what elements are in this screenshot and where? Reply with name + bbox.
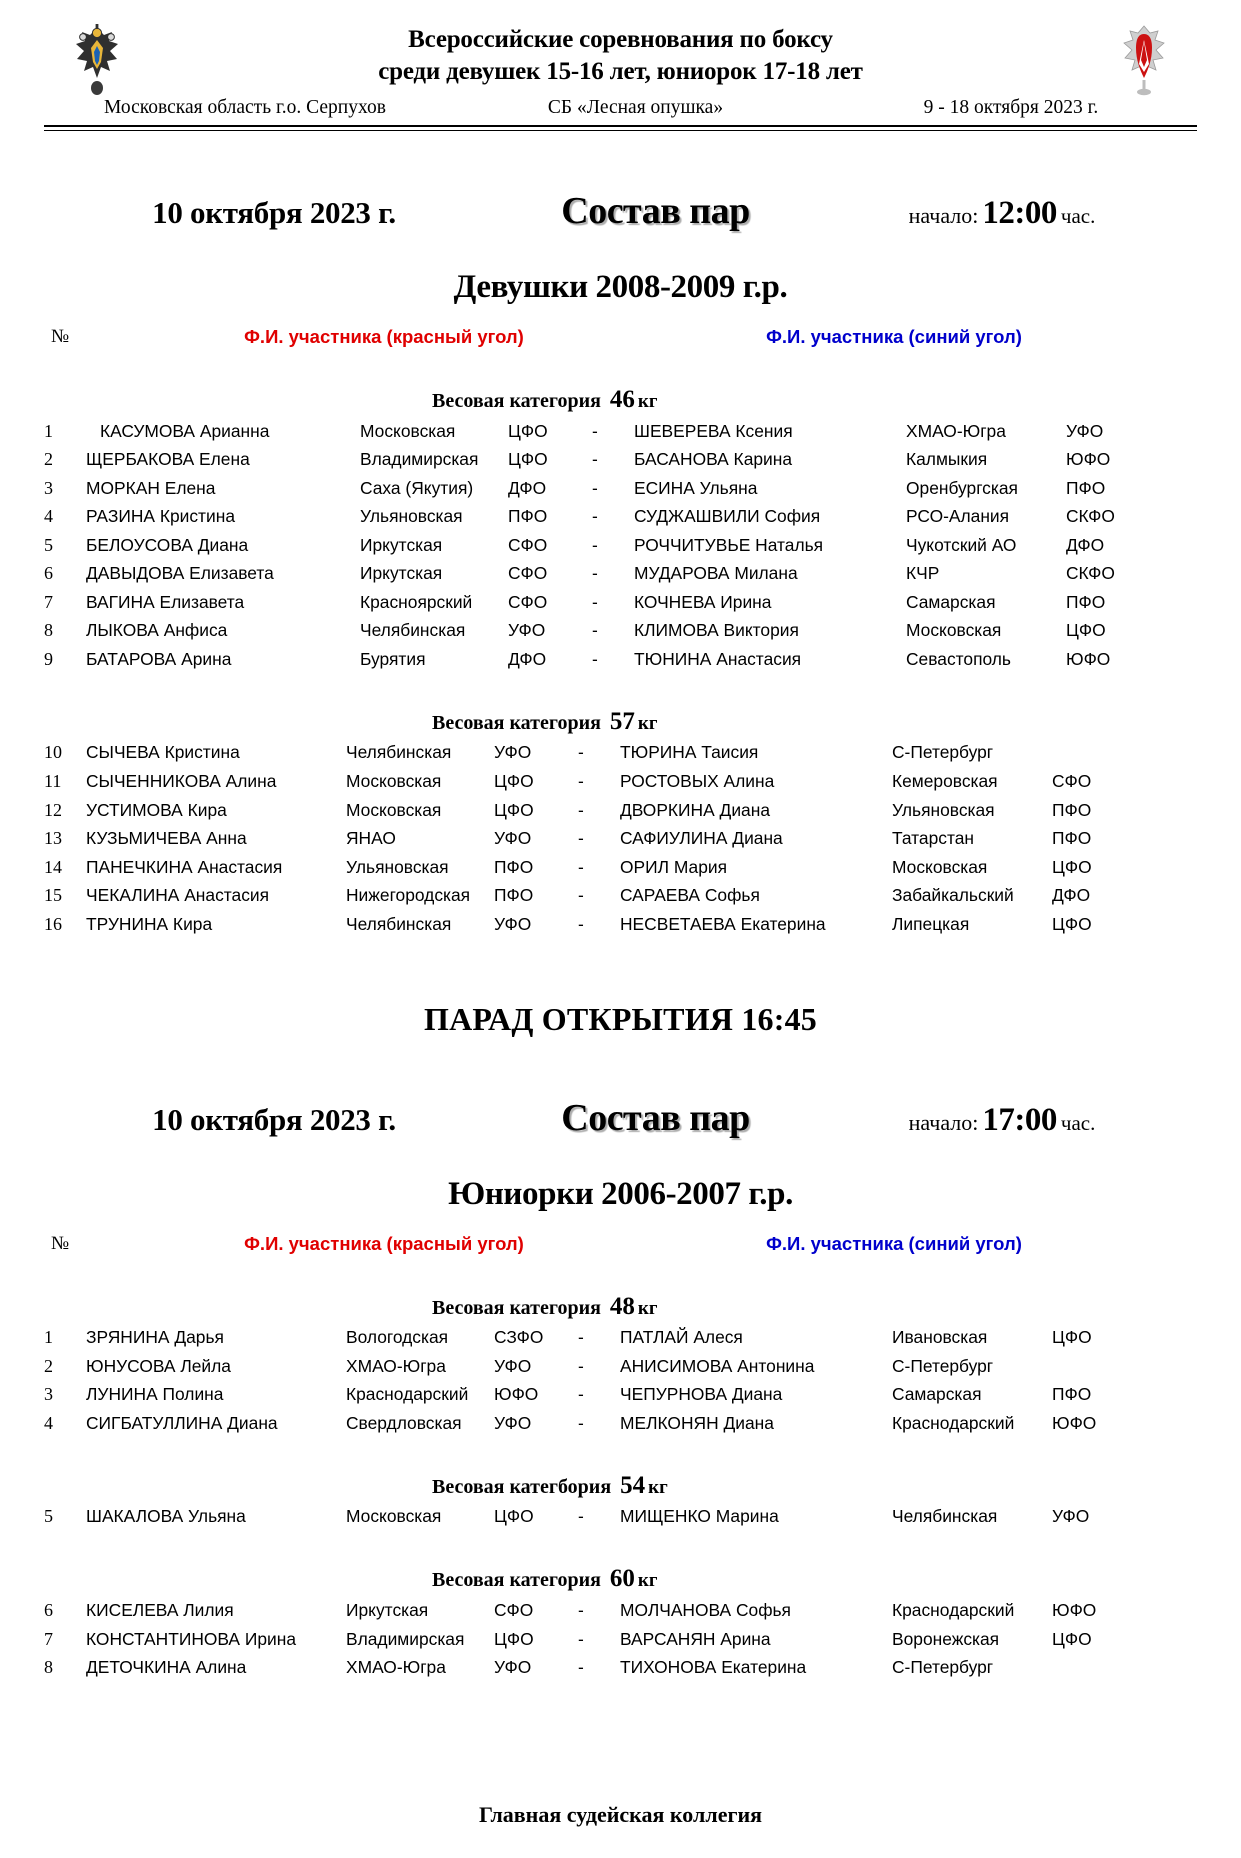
weight-class-label-54: Весовая категбория: [432, 1475, 612, 1498]
red-boxer-district: ПФО: [494, 885, 534, 906]
blue-boxer-district: ЮФО: [1052, 1599, 1097, 1620]
table-row: [44, 910, 1197, 939]
table-row: [44, 1324, 1197, 1353]
bout-separator: -: [578, 828, 584, 849]
session-2-age-group: Юниорки 2006-2007 г.р.: [448, 1175, 793, 1212]
session-2-start-label: начало:: [908, 1109, 979, 1135]
red-boxer-district: ЦФО: [494, 1506, 534, 1527]
session-1-column-headers: [44, 326, 1197, 352]
blue-boxer-name: ЕСИНА Ульяна: [634, 477, 758, 498]
bout-separator: -: [578, 1628, 584, 1649]
blue-boxer-name: РОСТОВЫХ Алина: [620, 770, 775, 791]
weight-class-label-48: Весовая категория: [432, 1296, 601, 1319]
red-boxer-district: ДФО: [508, 477, 547, 498]
blue-boxer-region: С-Петербург: [892, 1355, 994, 1376]
red-boxer-region: Челябинская: [346, 913, 452, 934]
weight-class-value-60: 60: [609, 1565, 635, 1593]
red-boxer-region: ХМАО-Югра: [346, 1657, 446, 1678]
red-boxer-region: Бурятия: [360, 648, 426, 669]
blue-boxer-name: НЕСВЕТАЕВА Екатерина: [620, 913, 826, 934]
opening-parade-heading: ПАРАД ОТКРЫТИЯ 16:45: [424, 1000, 817, 1037]
blue-boxer-district: ЦФО: [1066, 620, 1106, 641]
bout-separator: -: [578, 1327, 584, 1348]
blue-boxer-district: [1052, 1352, 1197, 1381]
bout-separator: -: [578, 1412, 584, 1433]
session-2-title: Состав пар: [561, 1096, 750, 1139]
bout-separator: -: [578, 885, 584, 906]
blue-boxer-district: СФО: [1052, 770, 1092, 791]
blue-boxer-name: ОРИЛ Мария: [620, 856, 728, 877]
table-row: [44, 446, 1197, 475]
red-boxer-name: ЗРЯНИНА Дарья: [86, 1327, 224, 1348]
header-meta-row: [44, 97, 1197, 119]
bout-number: 16: [44, 913, 62, 934]
column-header-red-corner: Ф.И. участника (красный угол): [244, 326, 524, 347]
red-boxer-region: Краснодарский: [346, 1384, 469, 1405]
blue-boxer-district: УФО: [1066, 420, 1104, 441]
bout-number: 4: [44, 1412, 53, 1433]
blue-boxer-name: БАСАНОВА Карина: [634, 449, 793, 470]
red-boxer-name: КОНСТАНТИНОВА Ирина: [86, 1628, 297, 1649]
bout-number: 6: [44, 1599, 53, 1620]
red-boxer-region: ХМАО-Югра: [346, 1355, 446, 1376]
red-boxer-region: Красноярский: [360, 591, 473, 612]
red-boxer-name: ТРУНИНА Кира: [86, 913, 213, 934]
session-2-start-suffix: час.: [1060, 1110, 1096, 1135]
blue-boxer-region: С-Петербург: [892, 1657, 994, 1678]
red-boxer-district: ЦФО: [508, 449, 548, 470]
red-boxer-district: ЦФО: [508, 420, 548, 441]
red-boxer-name: ДАВЫДОВА Елизавета: [86, 563, 274, 584]
competition-venue: СБ «Лесная опушка»: [547, 97, 724, 118]
bout-number: 6: [44, 563, 53, 584]
bout-number: 15: [44, 885, 62, 906]
blue-boxer-region: Ульяновская: [892, 799, 995, 820]
red-boxer-district: ПФО: [508, 506, 548, 527]
bout-number: 2: [44, 449, 53, 470]
red-boxer-district: УФО: [494, 1412, 532, 1433]
weight-class-heading-60: [44, 1565, 1197, 1593]
weight-class-heading-48: [44, 1293, 1197, 1321]
bout-number: 1: [44, 420, 53, 441]
bout-separator: -: [592, 648, 598, 669]
blue-boxer-district: ЦФО: [1052, 1628, 1092, 1649]
blue-boxer-region: Ивановская: [892, 1327, 988, 1348]
table-row: [44, 1381, 1197, 1410]
red-boxer-name: КИСЕЛЕВА Лилия: [86, 1599, 234, 1620]
blue-boxer-region: Татарстан: [892, 828, 974, 849]
blue-boxer-region: Севастополь: [906, 648, 1011, 669]
column-header-number: №: [51, 1232, 70, 1254]
blue-boxer-name: САРАЕВА Софья: [620, 885, 760, 906]
competition-title: [44, 24, 1197, 88]
blue-boxer-district: ПФО: [1052, 799, 1092, 820]
table-row: [44, 503, 1197, 532]
blue-boxer-name: МОЛЧАНОВА Софья: [620, 1599, 791, 1620]
red-boxer-name: ВАГИНА Елизавета: [86, 591, 245, 612]
bout-separator: -: [592, 420, 598, 441]
red-boxer-district: УФО: [494, 742, 532, 763]
session-2-start-time: [837, 1102, 1167, 1139]
blue-boxer-region: Челябинская: [892, 1506, 998, 1527]
red-boxer-district: ЦФО: [494, 1628, 534, 1649]
table-row: [44, 560, 1197, 589]
weight-class-unit-54: кг: [648, 1476, 668, 1498]
blue-boxer-district: ЦФО: [1052, 856, 1092, 877]
table-row: [44, 1352, 1197, 1381]
red-boxer-name: ЛЫКОВА Анфиса: [86, 620, 228, 641]
table-row: [44, 853, 1197, 882]
red-boxer-region: Свердловская: [346, 1412, 462, 1433]
red-boxer-district: УФО: [494, 1657, 532, 1678]
blue-boxer-region: Калмыкия: [906, 449, 988, 470]
bout-number: 4: [44, 506, 53, 527]
blue-boxer-region: Кемеровская: [892, 770, 998, 791]
table-row: [44, 882, 1197, 911]
bout-separator: -: [578, 856, 584, 877]
blue-boxer-name: СУДЖАШВИЛИ София: [634, 506, 821, 527]
weight-class-value-48: 48: [609, 1292, 635, 1320]
table-row: [44, 767, 1197, 796]
table-row: [44, 531, 1197, 560]
session-1-title: Состав пар: [561, 190, 750, 232]
red-boxer-name: СИГБАТУЛЛИНА Диана: [86, 1412, 278, 1433]
session-1-start-suffix: час.: [1060, 204, 1096, 228]
blue-boxer-name: РОЧЧИТУВЬЕ Наталья: [634, 534, 824, 555]
bout-number: 7: [44, 1628, 53, 1649]
blue-boxer-region: Краснодарский: [892, 1599, 1015, 1620]
blue-boxer-region: Самарская: [892, 1384, 982, 1405]
weight-class-label-46: Весовая категория: [432, 390, 601, 412]
red-boxer-region: Саха (Якутия): [360, 477, 474, 498]
blue-boxer-name: ШЕВЕРЕВА Ксения: [634, 420, 793, 441]
red-boxer-name: ЮНУСОВА Лейла: [86, 1355, 231, 1376]
red-boxer-name: БЕЛОУСОВА Диана: [86, 534, 249, 555]
red-boxer-district: ЮФО: [494, 1384, 539, 1405]
bout-number: 3: [44, 1384, 53, 1405]
bout-number: 10: [44, 742, 62, 763]
blue-boxer-name: КЛИМОВА Виктория: [634, 620, 799, 641]
bout-separator: -: [578, 770, 584, 791]
blue-boxer-region: ХМАО-Югра: [906, 420, 1006, 441]
red-boxer-region: Иркутская: [346, 1599, 429, 1620]
red-boxer-name: КУЗЬМИЧЕВА Анна: [86, 828, 247, 849]
session-2-column-headers: [44, 1233, 1197, 1259]
weight-class-label-60: Весовая категория: [432, 1569, 601, 1592]
weight-class-unit-48: кг: [637, 1297, 658, 1319]
red-boxer-name: ЛУНИНА Полина: [86, 1384, 224, 1405]
red-boxer-region: Владимирская: [360, 449, 479, 470]
blue-boxer-district: ЮФО: [1052, 1412, 1097, 1433]
weight-class-heading-57: [44, 708, 1197, 736]
session-1-start-time: [837, 195, 1167, 232]
blue-boxer-region: Московская: [892, 856, 988, 877]
red-boxer-district: УФО: [494, 828, 532, 849]
red-boxer-region: Иркутская: [360, 563, 443, 584]
table-row: [44, 1625, 1197, 1654]
bout-separator: -: [578, 1355, 584, 1376]
bout-table-60: [44, 1596, 1197, 1682]
bout-separator: -: [592, 506, 598, 527]
competition-dates: 9 - 18 октября 2023 г.: [923, 97, 1099, 118]
blue-boxer-name: МИЩЕНКО Марина: [620, 1506, 779, 1527]
bout-separator: -: [578, 1599, 584, 1620]
red-boxer-region: Иркутская: [360, 534, 443, 555]
blue-boxer-district: ПФО: [1066, 477, 1106, 498]
bout-separator: -: [578, 1657, 584, 1678]
weight-class-unit-60: кг: [637, 1570, 658, 1592]
blue-boxer-region: С-Петербург: [892, 742, 994, 763]
red-boxer-name: ЩЕРБАКОВА Елена: [86, 449, 250, 470]
red-boxer-name: ДЕТОЧКИНА Алина: [86, 1657, 247, 1678]
blue-boxer-name: ВАРСАНЯН Арина: [620, 1628, 771, 1649]
blue-boxer-region: Краснодарский: [892, 1412, 1015, 1433]
weight-class-heading-46: [44, 386, 1197, 414]
red-boxer-region: Ульяновская: [346, 856, 449, 877]
blue-boxer-name: МУДАРОВА Милана: [634, 563, 798, 584]
table-row: [44, 1503, 1197, 1532]
red-boxer-region: Московская: [346, 799, 442, 820]
bout-separator: -: [578, 1506, 584, 1527]
red-boxer-region: Нижегородская: [346, 885, 471, 906]
bout-number: 9: [44, 648, 53, 669]
bout-number: 3: [44, 477, 53, 498]
bout-number: 8: [44, 1657, 53, 1678]
weight-class-value-57: 57: [609, 707, 635, 735]
signature-block: Главная судейская коллегия: [478, 1802, 763, 1828]
red-boxer-name: СЫЧЕННИКОВА Алина: [86, 770, 277, 791]
bout-table-46: [44, 417, 1197, 674]
blue-boxer-district: ПФО: [1066, 591, 1106, 612]
blue-boxer-name: ДВОРКИНА Диана: [620, 799, 770, 820]
red-boxer-name: БАТАРОВА Арина: [86, 648, 232, 669]
column-header-red-corner: Ф.И. участника (красный угол): [244, 1232, 524, 1254]
red-boxer-name: МОРКАН Елена: [86, 477, 216, 498]
bout-table-48: [44, 1324, 1197, 1438]
blue-boxer-district: ЮФО: [1066, 449, 1111, 470]
red-boxer-district: ЦФО: [494, 770, 534, 791]
bout-separator: -: [578, 742, 584, 763]
blue-boxer-district: ЦФО: [1052, 1327, 1092, 1348]
red-boxer-district: СФО: [494, 1599, 534, 1620]
bout-number: 12: [44, 799, 62, 820]
red-boxer-name: КАСУМОВА Арианна: [100, 420, 270, 441]
table-row: [44, 1409, 1197, 1438]
blue-boxer-district: ЦФО: [1052, 913, 1092, 934]
column-header-blue-corner: Ф.И. участника (синий угол): [766, 326, 1022, 347]
bout-number: 8: [44, 620, 53, 641]
document-header: [44, 0, 1197, 131]
table-row: [44, 1654, 1197, 1683]
red-boxer-region: Московская: [346, 770, 442, 791]
blue-boxer-district: [1052, 739, 1197, 768]
session-1-age-group: Девушки 2008-2009 г.р.: [453, 269, 788, 305]
blue-boxer-region: Московская: [906, 620, 1002, 641]
red-boxer-district: ДФО: [508, 648, 547, 669]
bout-separator: -: [578, 799, 584, 820]
session-2-header: [44, 1096, 1197, 1140]
blue-boxer-region: Липецкая: [892, 913, 970, 934]
blue-boxer-name: ПАТЛАЙ Алеся: [620, 1327, 743, 1348]
red-boxer-district: УФО: [494, 1355, 532, 1376]
red-boxer-region: Московская: [346, 1506, 442, 1527]
session-2-date: 10 октября 2023 г.: [152, 1101, 396, 1137]
bout-separator: -: [592, 591, 598, 612]
red-boxer-region: Владимирская: [346, 1628, 465, 1649]
red-boxer-name: ПАНЕЧКИНА Анастасия: [86, 856, 283, 877]
blue-boxer-district: ДФО: [1052, 885, 1091, 906]
bout-number: 2: [44, 1355, 53, 1376]
blue-boxer-district: [1052, 1654, 1197, 1683]
session-2-start-value: 17:00: [982, 1101, 1057, 1138]
red-boxer-region: Московская: [360, 420, 456, 441]
red-boxer-name: СЫЧЕВА Кристина: [86, 742, 240, 763]
header-divider: [44, 125, 1197, 131]
red-boxer-region: Вологодская: [346, 1327, 449, 1348]
blue-boxer-name: ТЮНИНА Анастасия: [634, 648, 802, 669]
blue-boxer-region: Самарская: [906, 591, 996, 612]
column-header-blue-corner: Ф.И. участника (синий угол): [766, 1232, 1022, 1254]
blue-boxer-district: ПФО: [1052, 1384, 1092, 1405]
red-boxer-district: УФО: [494, 913, 532, 934]
red-boxer-region: Челябинская: [346, 742, 452, 763]
table-row: [44, 739, 1197, 768]
blue-boxer-name: ТЮРИНА Таисия: [620, 742, 759, 763]
weight-class-unit-57: кг: [637, 712, 658, 734]
red-boxer-district: СЗФО: [494, 1327, 544, 1348]
table-row: [44, 825, 1197, 854]
bout-separator: -: [592, 563, 598, 584]
weight-class-heading-54: [44, 1472, 1197, 1500]
red-boxer-region: Ульяновская: [360, 506, 463, 527]
red-boxer-name: ЧЕКАЛИНА Анастасия: [86, 885, 270, 906]
red-boxer-district: ПФО: [494, 856, 534, 877]
table-row: [44, 417, 1197, 446]
red-boxer-name: ШАКАЛОВА Ульяна: [86, 1506, 246, 1527]
bout-separator: -: [592, 477, 598, 498]
bout-number: 11: [44, 770, 62, 791]
weight-class-unit-46: кг: [637, 391, 658, 412]
red-boxer-district: СФО: [508, 591, 548, 612]
weight-class-value-46: 46: [609, 386, 635, 413]
blue-boxer-region: Чукотский АО: [906, 534, 1017, 555]
session-1-date: 10 октября 2023 г.: [152, 195, 396, 230]
bout-number: 13: [44, 828, 62, 849]
blue-boxer-region: РСО-Алания: [906, 506, 1010, 527]
blue-boxer-region: Воронежская: [892, 1628, 1000, 1649]
bout-number: 14: [44, 856, 62, 877]
bout-number: 7: [44, 591, 53, 612]
blue-boxer-name: АНИСИМОВА Антонина: [620, 1355, 815, 1376]
table-row: [44, 617, 1197, 646]
table-row: [44, 645, 1197, 674]
session-1-header: [44, 189, 1197, 233]
red-boxer-region: ЯНАО: [346, 828, 396, 849]
table-row: [44, 1596, 1197, 1625]
blue-boxer-name: САФИУЛИНА Диана: [620, 828, 783, 849]
red-boxer-district: УФО: [508, 620, 546, 641]
bout-separator: -: [592, 534, 598, 555]
boxing-federation-emblem-icon: [1113, 22, 1175, 96]
blue-boxer-district: УФО: [1052, 1506, 1090, 1527]
table-row: [44, 588, 1197, 617]
competition-title-line1: Всероссийские соревнования по боксу: [408, 26, 833, 53]
blue-boxer-region: Оренбургская: [906, 477, 1018, 498]
blue-boxer-name: МЕЛКОНЯН Диана: [620, 1412, 774, 1433]
blue-boxer-district: СКФО: [1066, 506, 1115, 527]
column-header-number: №: [51, 326, 70, 347]
blue-boxer-name: ЧЕПУРНОВА Диана: [620, 1384, 783, 1405]
blue-boxer-region: КЧР: [906, 563, 940, 584]
blue-boxer-region: Забайкальский: [892, 885, 1014, 906]
russian-federation-coat-of-arms-icon: [66, 22, 128, 96]
bout-number: 1: [44, 1327, 53, 1348]
table-row: [44, 474, 1197, 503]
blue-boxer-district: ДФО: [1066, 534, 1105, 555]
bout-table-57: [44, 739, 1197, 939]
session-1-start-value: 12:00: [982, 195, 1057, 231]
red-boxer-district: СФО: [508, 563, 548, 584]
bout-separator: -: [578, 913, 584, 934]
blue-boxer-district: СКФО: [1066, 563, 1115, 584]
red-boxer-region: Челябинская: [360, 620, 466, 641]
red-boxer-district: ЦФО: [494, 799, 534, 820]
blue-boxer-name: КОЧНЕВА Ирина: [634, 591, 772, 612]
weight-class-value-54: 54: [620, 1471, 646, 1499]
session-1-start-label: начало:: [908, 203, 979, 228]
bout-separator: -: [592, 449, 598, 470]
weight-class-label-57: Весовая категория: [432, 711, 601, 734]
blue-boxer-district: ЮФО: [1066, 648, 1111, 669]
blue-boxer-name: ТИХОНОВА Екатерина: [620, 1657, 807, 1678]
red-boxer-name: УСТИМОВА Кира: [86, 799, 227, 820]
table-row: [44, 796, 1197, 825]
bout-separator: -: [592, 620, 598, 641]
blue-boxer-district: ПФО: [1052, 828, 1092, 849]
competition-location: Московская область г.о. Серпухов: [104, 97, 386, 118]
bout-table-54: [44, 1503, 1197, 1532]
red-boxer-name: РАЗИНА Кристина: [86, 506, 235, 527]
competition-title-line2: среди девушек 15-16 лет, юниорок 17-18 лет: [378, 58, 863, 85]
bout-number: 5: [44, 534, 53, 555]
red-boxer-district: СФО: [508, 534, 548, 555]
bout-separator: -: [578, 1384, 584, 1405]
bout-number: 5: [44, 1506, 53, 1527]
